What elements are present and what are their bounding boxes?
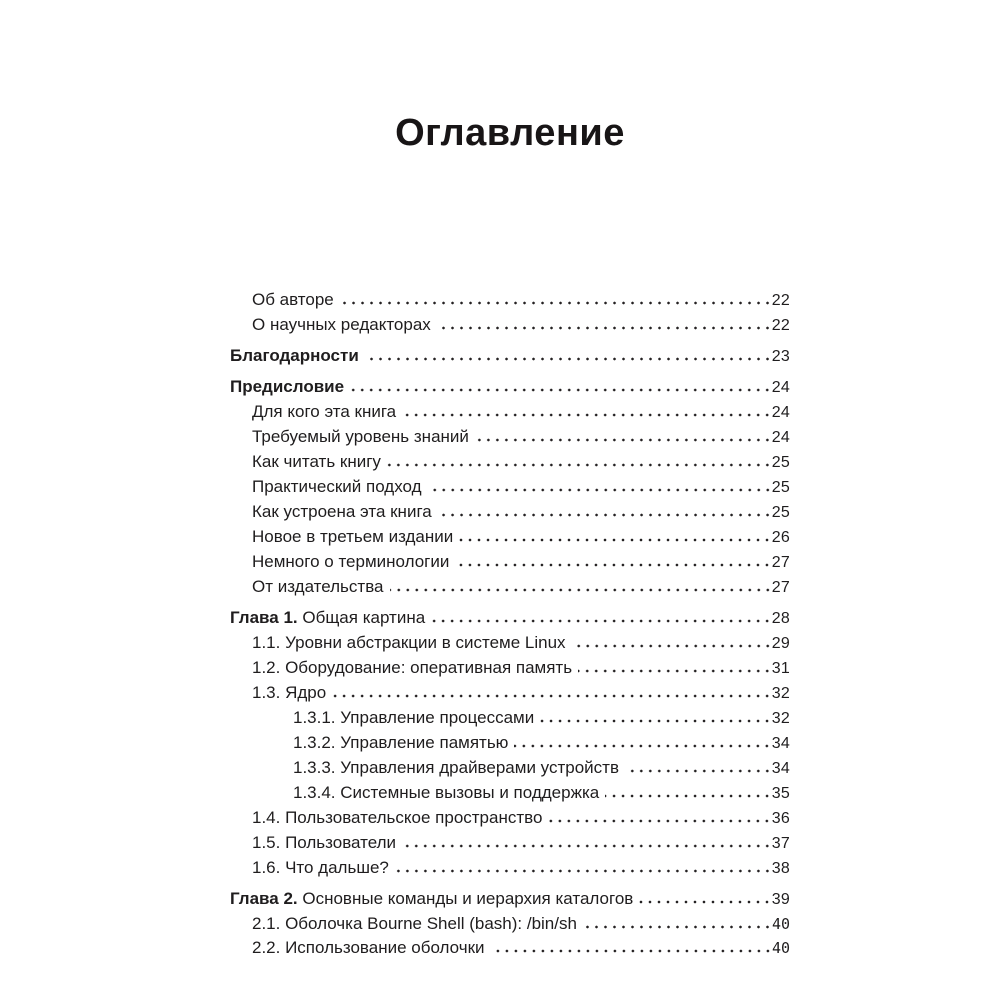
toc-page-number: 37	[771, 835, 790, 852]
toc-entry-prefix: Предисловие	[230, 377, 345, 396]
toc-entry	[230, 525, 790, 550]
dot-leader	[437, 326, 772, 330]
toc-page-number: 34	[771, 760, 790, 777]
toc-page-number: 38	[771, 860, 790, 877]
dot-leader	[639, 900, 771, 904]
toc-entry	[230, 681, 790, 706]
dot-leader	[387, 463, 772, 467]
toc-page-number: 24	[771, 379, 790, 396]
toc-page-number: 31	[771, 660, 790, 677]
toc-page-number: 22	[771, 317, 790, 334]
dot-leader	[514, 744, 771, 748]
toc-entry-label: 1.3.3. Управления драйверами устройств	[293, 758, 619, 777]
toc-entry-label: Практический подход	[252, 477, 422, 496]
toc-entry-label: Требуемый уровень знаний	[252, 427, 469, 446]
toc-page-number: 22	[771, 292, 790, 309]
toc-page-number: 34	[771, 735, 790, 752]
dot-leader	[625, 769, 772, 773]
toc-page-number: 27	[771, 554, 790, 571]
toc-entry-label: Немного о терминологии	[252, 552, 450, 571]
toc-entry-label: 1.5. Пользователи	[252, 833, 397, 852]
toc-page-number: 39	[771, 891, 790, 908]
dot-leader	[428, 488, 772, 492]
toc-entry-label: 1.3.4. Системные вызовы и поддержка	[293, 783, 600, 802]
dot-leader	[583, 925, 772, 929]
toc-page-number: 25	[771, 504, 790, 521]
toc-entry-label: От издательства	[252, 577, 384, 596]
toc-page-number: 29	[771, 635, 790, 652]
toc-entry	[230, 375, 790, 400]
toc-page-number: 28	[771, 610, 790, 627]
toc-entry	[230, 936, 790, 960]
toc-entry-label	[230, 344, 359, 368]
toc-entry-prefix: Глава 2.	[230, 889, 303, 908]
toc-entry-prefix: Благодарности	[230, 346, 359, 365]
toc-entry-label: 1.3. Ядро	[252, 683, 327, 702]
toc-page-number: 27	[771, 579, 790, 596]
toc-page-number: 24	[771, 404, 790, 421]
dot-leader	[548, 819, 771, 823]
dot-leader	[578, 669, 772, 673]
toc-entry-label: Как читать книгу	[252, 452, 381, 471]
dot-leader	[540, 719, 772, 723]
toc-entry	[230, 912, 790, 936]
toc-entry	[230, 606, 790, 631]
dot-leader	[455, 563, 771, 567]
dot-leader	[365, 357, 772, 361]
book-page	[230, 112, 790, 960]
toc-entry	[230, 288, 790, 313]
toc-page-number: 25	[771, 479, 790, 496]
toc-entry-label: 1.2. Оборудование: оперативная память	[252, 658, 573, 677]
toc-entry	[230, 450, 790, 475]
toc-page-number: 32	[771, 710, 790, 727]
toc-entry-label: 1.3.1. Управление процессами	[293, 708, 535, 727]
toc-page-number: 35	[771, 785, 790, 802]
dot-leader	[350, 388, 772, 392]
dot-leader	[572, 644, 772, 648]
toc-entry	[230, 706, 790, 731]
toc-entry	[230, 831, 790, 856]
dot-leader	[605, 794, 772, 798]
toc-entry-label: Новое в третьем издании	[252, 527, 454, 546]
toc-entry	[230, 475, 790, 500]
toc-entry-label: 2.2. Использование оболочки	[252, 938, 485, 957]
dot-leader	[390, 588, 772, 592]
toc-page-number: 36	[771, 810, 790, 827]
toc-entry-label: 1.6. Что дальше?	[252, 858, 389, 877]
toc-entry	[230, 656, 790, 681]
toc-entry-label: 1.3.2. Управление памятью	[293, 733, 509, 752]
toc-entry-label: 2.1. Оболочка Bourne Shell (bash): /bin/sh	[252, 914, 577, 933]
toc-entry	[230, 313, 790, 338]
toc-entry-label: Как устроена эта книга	[252, 502, 432, 521]
dot-leader	[438, 513, 772, 517]
toc-page-number: 40	[771, 915, 790, 933]
toc-entry-label: Глава 2. Основные команды и иерархия каталогов	[230, 889, 634, 908]
toc-page-number: 26	[771, 529, 790, 546]
toc-entry-prefix: Глава 1.	[230, 608, 303, 627]
toc-page-number: 40	[771, 939, 790, 957]
toc-entry	[230, 731, 790, 756]
toc-entry-label: 1.4. Пользовательское пространство	[252, 808, 543, 827]
toc-entry-label: Об авторе	[252, 290, 334, 309]
toc-entry	[230, 344, 790, 369]
toc-entry	[230, 500, 790, 525]
toc-entry-label: Глава 1. Общая картина	[230, 608, 426, 627]
dot-leader	[340, 301, 772, 305]
toc-entry	[230, 631, 790, 656]
toc-page-number: 25	[771, 454, 790, 471]
toc-entry-label	[230, 375, 344, 399]
toc-entry	[230, 575, 790, 600]
dot-leader	[475, 438, 772, 442]
toc-entry	[230, 806, 790, 831]
toc-page-number: 23	[771, 348, 790, 365]
toc-entry	[230, 756, 790, 781]
toc-entry	[230, 400, 790, 425]
page-title: Оглавление	[395, 112, 625, 154]
dot-leader	[402, 844, 772, 848]
toc-entry-label: О научных редакторах	[252, 315, 431, 334]
dot-leader	[395, 869, 772, 873]
dot-leader	[402, 413, 772, 417]
toc-entry	[230, 425, 790, 450]
table-of-contents	[230, 288, 790, 960]
toc-page-number: 32	[771, 685, 790, 702]
dot-leader	[491, 949, 772, 953]
dot-leader	[332, 694, 772, 698]
toc-entry-label: 1.1. Уровни абстракции в системе Linux	[252, 633, 566, 652]
toc-entry	[230, 781, 790, 806]
toc-entry	[230, 856, 790, 881]
dot-leader	[431, 619, 772, 623]
toc-entry-label: Для кого эта книга	[252, 402, 397, 421]
dot-leader	[459, 538, 772, 542]
toc-entry	[230, 887, 790, 912]
toc-entry	[230, 550, 790, 575]
toc-page-number: 24	[771, 429, 790, 446]
